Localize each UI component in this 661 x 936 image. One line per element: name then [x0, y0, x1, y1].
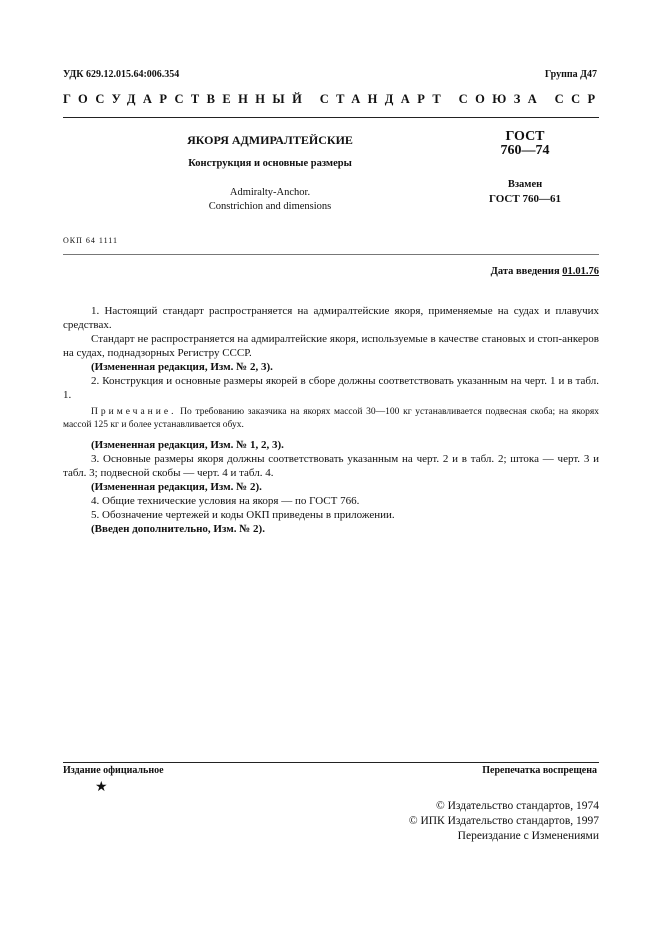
amendment-note-3: (Измененная редакция, Изм. № 2). — [91, 481, 262, 493]
introduction-date — [491, 266, 599, 277]
intro-date-label: Дата введения — [490, 266, 560, 277]
header-rule — [63, 117, 599, 118]
amendment-note-1: (Измененная редакция, Изм. № 2, 3). — [91, 361, 273, 373]
reissue-note: Переиздание с Изменениями — [457, 830, 599, 842]
amendment-note-4: (Введен дополнительно, Изм. № 2). — [91, 523, 265, 535]
english-title-line1: Admiralty-Anchor. — [229, 187, 311, 198]
english-title-line2: Constrichion and dimensions — [208, 201, 332, 212]
reprint-prohibited: Перепечатка воспрещена — [482, 765, 597, 776]
replaces-label: Взамен — [507, 179, 543, 190]
udk-code: УДК 629.12.015.64:006.354 — [63, 69, 180, 80]
paragraph-6: 5. Обозначение чертежей и коды ОКП приведены в приложении. — [91, 509, 395, 521]
star-icon: ★ — [95, 780, 108, 795]
note — [63, 406, 599, 432]
state-standard-banner: ГОСУДАРСТВЕННЫЙ СТАНДАРТ СОЮЗА ССР — [63, 92, 603, 106]
okp-rule — [63, 254, 599, 255]
note-label: Примечание. — [91, 407, 177, 417]
document-title: ЯКОРЯ АДМИРАЛТЕЙСКИЕ — [187, 133, 353, 147]
paragraph-4: 3. Основные размеры якоря должны соответствовать указанным на черт. 2 и в табл. 2; штока — черт. 3 и табл. 3; подвесной скобы — черт. 4 и табл. 4. — [63, 453, 599, 479]
document-subtitle: Конструкция и основные размеры — [188, 158, 352, 169]
gost-number: 760—74 — [500, 143, 550, 158]
replaces-number: ГОСТ 760—61 — [489, 193, 561, 205]
gost-label: ГОСТ — [505, 129, 545, 144]
paragraph-5: 4. Общие технические условия на якоря — по ГОСТ 766. — [91, 495, 360, 507]
note-text: По требованию заказчика на якорях массой 30—100 кг устанавливается подвесная скоба; на якорях массой 125 кг и более устанавливается обух. — [63, 407, 599, 430]
group-code: Группа Д47 — [544, 69, 597, 80]
paragraph-1: 1. Настоящий стандарт распространяется на адмиралтейские якоря, применяемые на судах и плавучих средствах. — [63, 305, 599, 331]
okp-code: ОКП 64 1111 — [63, 236, 118, 245]
copyright-block — [409, 799, 599, 844]
copyright-1974: © Издательство стандартов, 1974 — [435, 800, 599, 812]
gost-designation — [470, 130, 580, 206]
amendment-note-2: (Измененная редакция, Изм. № 1, 2, 3). — [91, 439, 284, 451]
english-title — [120, 186, 420, 214]
document-body — [63, 304, 599, 536]
official-edition: Издание официальное — [63, 765, 164, 776]
paragraph-3: 2. Конструкция и основные размеры якорей в сборе должны соответствовать указанным на черт. 1 и в табл. 1. — [63, 375, 599, 401]
paragraph-2: Стандарт не распространяется на адмиралтейские якоря, используемые в качестве становых и стоп-анкеров на судах, поднадзорных Регистру СССР. — [63, 333, 599, 359]
footer-rule — [63, 762, 599, 763]
intro-date-value: 01.01.76 — [562, 266, 599, 277]
copyright-1997: © ИПК Издательство стандартов, 1997 — [408, 815, 599, 827]
